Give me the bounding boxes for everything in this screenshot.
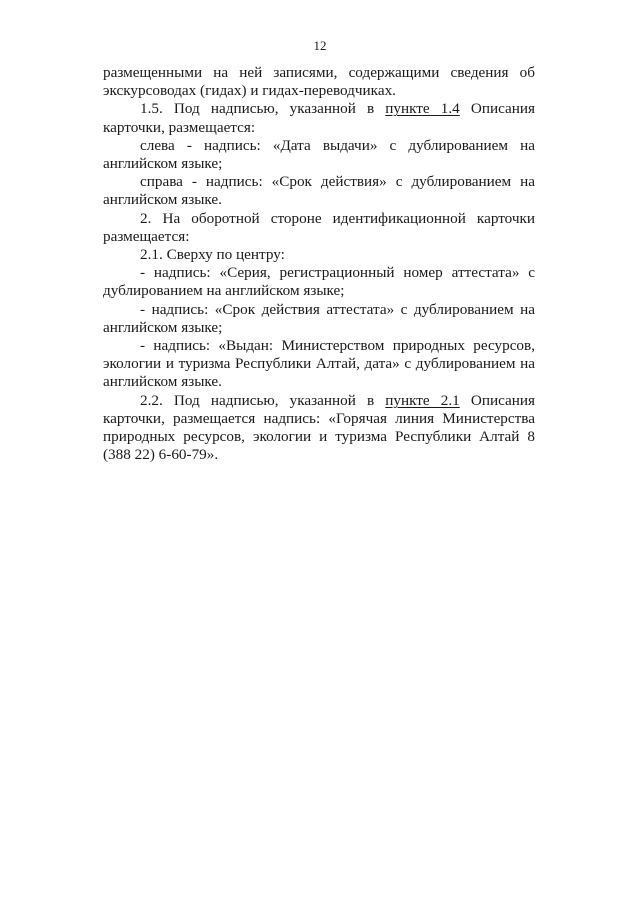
paragraph-1-5-text-start: 1.5. Под надписью, указанной в bbox=[140, 100, 386, 118]
paragraph-guides-records: размещенными на ней записями, содержащими сведения об экскурсоводах (гидах) и гидах-переводчиках. bbox=[103, 64, 535, 100]
paragraph-1-5 bbox=[103, 100, 535, 136]
document-body bbox=[103, 64, 535, 464]
link-punkt-2-1[interactable]: пункте 2.1 bbox=[385, 391, 460, 409]
paragraph-left-issue-date: слева - надпись: «Дата выдачи» с дублированием на английском языке; bbox=[103, 136, 535, 173]
paragraph-issued-by: - надпись: «Выдан: Министерством природных ресурсов, экологии и туризма Республики Алтай, дата» с дублированием на английском языке. bbox=[103, 337, 535, 391]
paragraph-1-5-text-end: Описания карточки, размещается: bbox=[103, 100, 535, 136]
paragraph-certificate-validity: - надпись: «Срок действия аттестата» с дублированием на английском языке; bbox=[103, 300, 535, 336]
page-number: 12 bbox=[313, 38, 327, 53]
paragraph-2-2 bbox=[103, 392, 535, 465]
paragraph-2-2-text-start: 2.2. Под надписью, указанной в bbox=[140, 391, 386, 409]
paragraph-2-back-side: 2. На оборотной стороне идентификационной карточки размещается: bbox=[103, 209, 535, 245]
link-punkt-1-4[interactable]: пункте 1.4 bbox=[385, 100, 460, 118]
paragraph-2-1-top-center: 2.1. Сверху по центру: bbox=[140, 246, 285, 264]
paragraph-right-validity: справа - надпись: «Срок действия» с дублированием на английском языке. bbox=[103, 173, 535, 209]
paragraph-series-number: - надпись: «Серия, регистрационный номер аттестата» с дублированием на английском языке; bbox=[103, 264, 535, 300]
paragraph-2-2-text-end: Описания карточки, размещается надпись: «Горячая линия Министерства природных ресурсов, экологии и туризма Республики Алтай 8 (388 22) 6-60-79». bbox=[103, 391, 535, 464]
